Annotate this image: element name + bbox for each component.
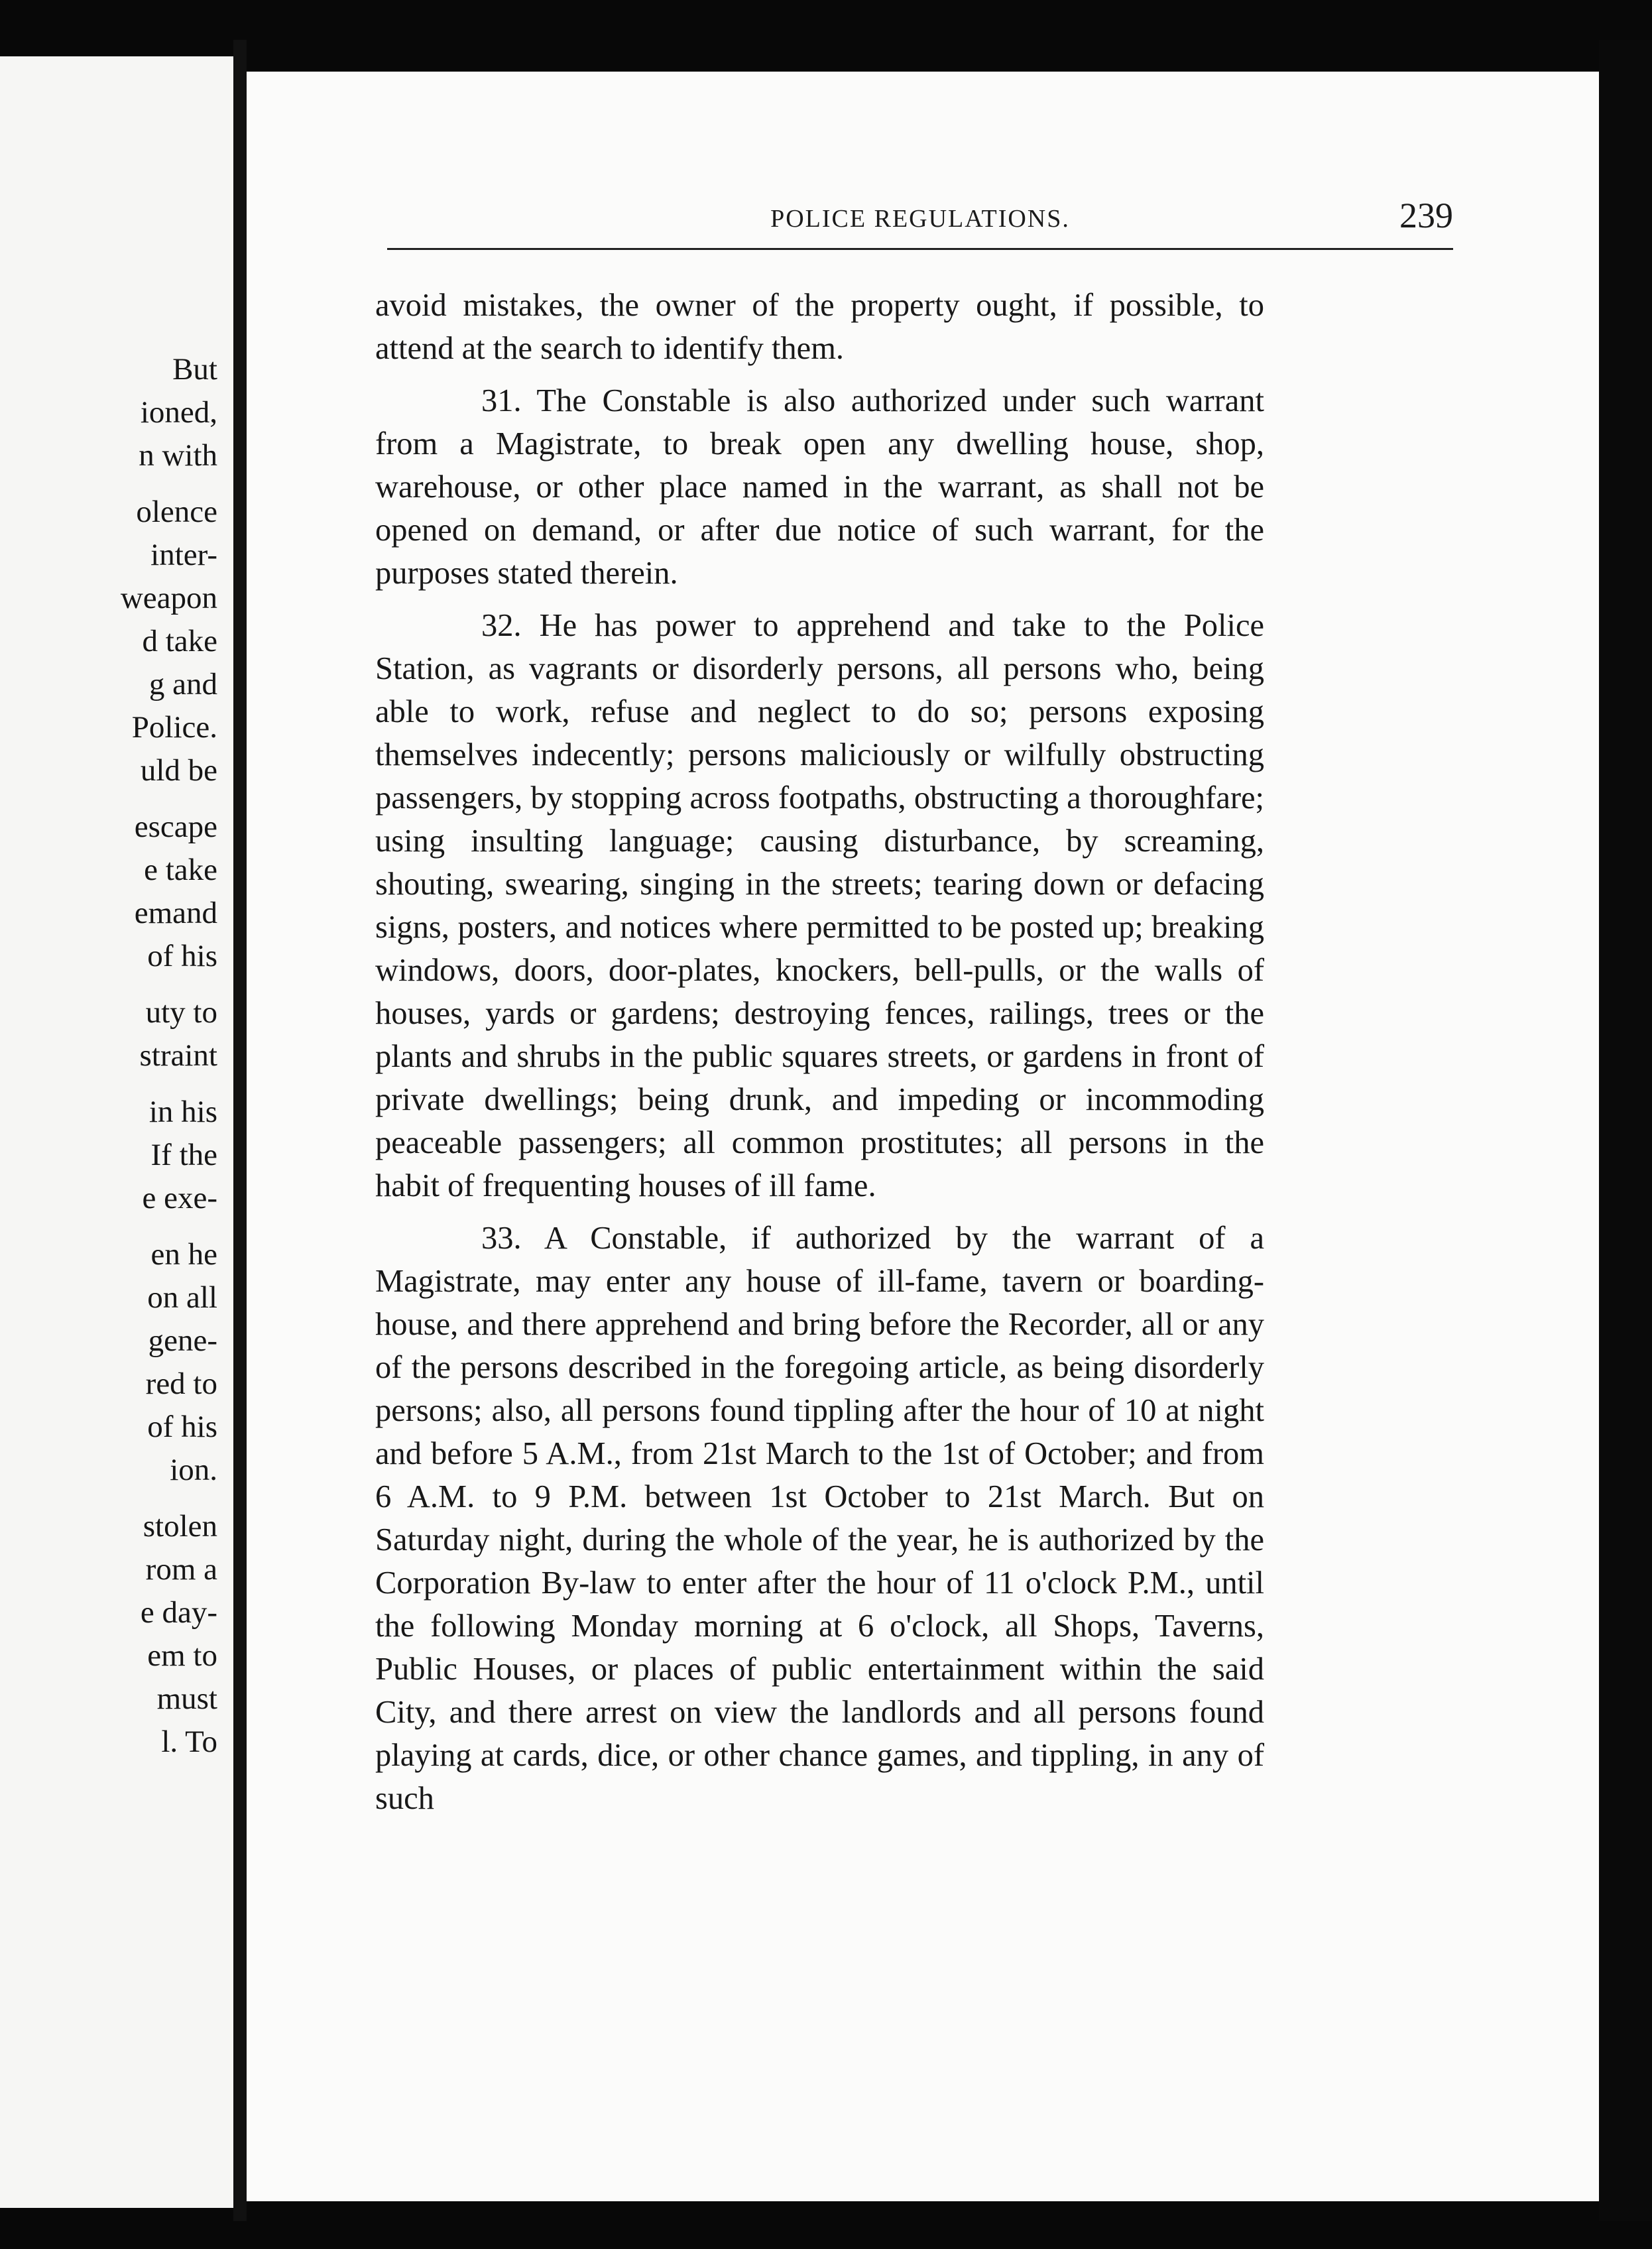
facing-line: ion. (170, 1453, 217, 1487)
paragraph-32 (375, 604, 1264, 1207)
facing-line: uty to (145, 995, 217, 1030)
facing-line: on all (147, 1280, 217, 1315)
facing-line: ioned, (140, 395, 217, 430)
facing-line: straint (139, 1038, 217, 1073)
facing-line: of his (147, 1410, 217, 1444)
facing-line: escape (134, 810, 217, 844)
facing-gap (121, 978, 217, 991)
facing-line: l. To (161, 1725, 217, 1759)
page-title: POLICE REGULATIONS. (770, 205, 1070, 233)
facing-line: e day- (140, 1595, 217, 1630)
facing-line: must (156, 1681, 217, 1716)
facing-line: in his (148, 1095, 217, 1129)
facing-line: stolen (143, 1509, 217, 1544)
facing-line: weapon (120, 581, 217, 615)
facing-line: But (172, 352, 217, 387)
paragraph-number: 31. (481, 383, 522, 418)
paragraph-number: 33. (481, 1221, 522, 1256)
paragraph-number: 32. (481, 608, 522, 643)
facing-gap (121, 477, 217, 491)
paragraph-33 (375, 1217, 1264, 1820)
facing-line: en he (150, 1237, 217, 1272)
facing-line: emand (134, 896, 217, 930)
facing-gap (121, 1220, 217, 1233)
facing-line: em to (147, 1638, 217, 1673)
facing-page (0, 56, 233, 2208)
page-number: 239 (1399, 196, 1453, 235)
page-body (375, 284, 1264, 1829)
facing-line: d take (142, 624, 217, 658)
facing-line: uld be (140, 753, 217, 788)
facing-gap (121, 792, 217, 806)
facing-line: rom a (145, 1552, 217, 1587)
facing-line: inter- (150, 538, 217, 572)
book-page (247, 72, 1599, 2201)
facing-gap (121, 1492, 217, 1505)
facing-line: olence (136, 495, 217, 529)
paragraph-31 (375, 379, 1264, 595)
running-head (387, 195, 1453, 250)
continuation-paragraph: avoid mistakes, the owner of the property ought, if possible, to attend at the search to identify them. (375, 288, 1264, 366)
facing-line: Police. (131, 710, 217, 745)
facing-line: gene- (148, 1323, 217, 1358)
facing-line: If the (150, 1138, 217, 1172)
facing-line: red to (145, 1367, 217, 1401)
facing-line: e exe- (142, 1181, 217, 1215)
paragraph-text: The Constable is also authorized under such warrant from a Magistrate, to break open any dwelling house, shop, warehouse, or other place named in the warrant, as shall not be opened on demand, or after due notice of such warrant, for the purposes stated therein. (375, 383, 1265, 591)
facing-line: e take (144, 853, 217, 887)
facing-line: g and (148, 667, 217, 701)
paragraph-text: A Constable, if authorized by the warrant of a Magistrate, may enter any house of ill-fame, tavern or boarding-house, and there apprehend and bring before the Recorder, all or any of the persons described in the foregoing article, as being disorderly persons; also, all persons found tippling after the hour of 10 at night and before 5 A.M., from 21st March to the 1st of October; and from 6 A.M. to 9 P.M. between 1st October to 21st March. But on Saturday night, during the whole of the year, he is authorized by the Corporation By-law to enter after the hour of 11 o'clock P.M., until the following Monday morning at 6 o'clock, all Shops, Taverns, Public Houses, or places of public entertainment within the said City, and there arrest on view the landlords and all persons found playing at cards, dice, or other chance games, and tippling, in any of such (375, 1221, 1265, 1816)
paragraph-text: He has power to apprehend and take to the Police Station, as vagrants or disorderly persons, all persons who, being able to work, refuse and neglect to do so; persons exposing themselves indecently; persons maliciously or wilfully obstructing passengers, by stopping across footpaths, obstructing a thoroughfare; using insulting language; causing disturbance, by screaming, shouting, swearing, singing in the streets; tearing down or defacing signs, posters, and notices where permitted to be posted up; breaking windows, doors, door-plates, knockers, bell-pulls, or the walls of houses, yards or gardens; destroying fences, railings, trees or the plants and shrubs in the public squares streets, or gardens in front of private dwellings; being drunk, and impeding or incommoding peaceable passengers; all common prostitutes; all persons in the habit of frequenting houses of ill fame. (375, 608, 1265, 1203)
facing-line: of his (147, 939, 217, 973)
facing-gap (121, 1077, 217, 1091)
facing-page-text (121, 348, 217, 1764)
scan-border (1599, 40, 1652, 2221)
facing-line: n with (139, 438, 217, 473)
book-gutter (233, 40, 247, 2221)
